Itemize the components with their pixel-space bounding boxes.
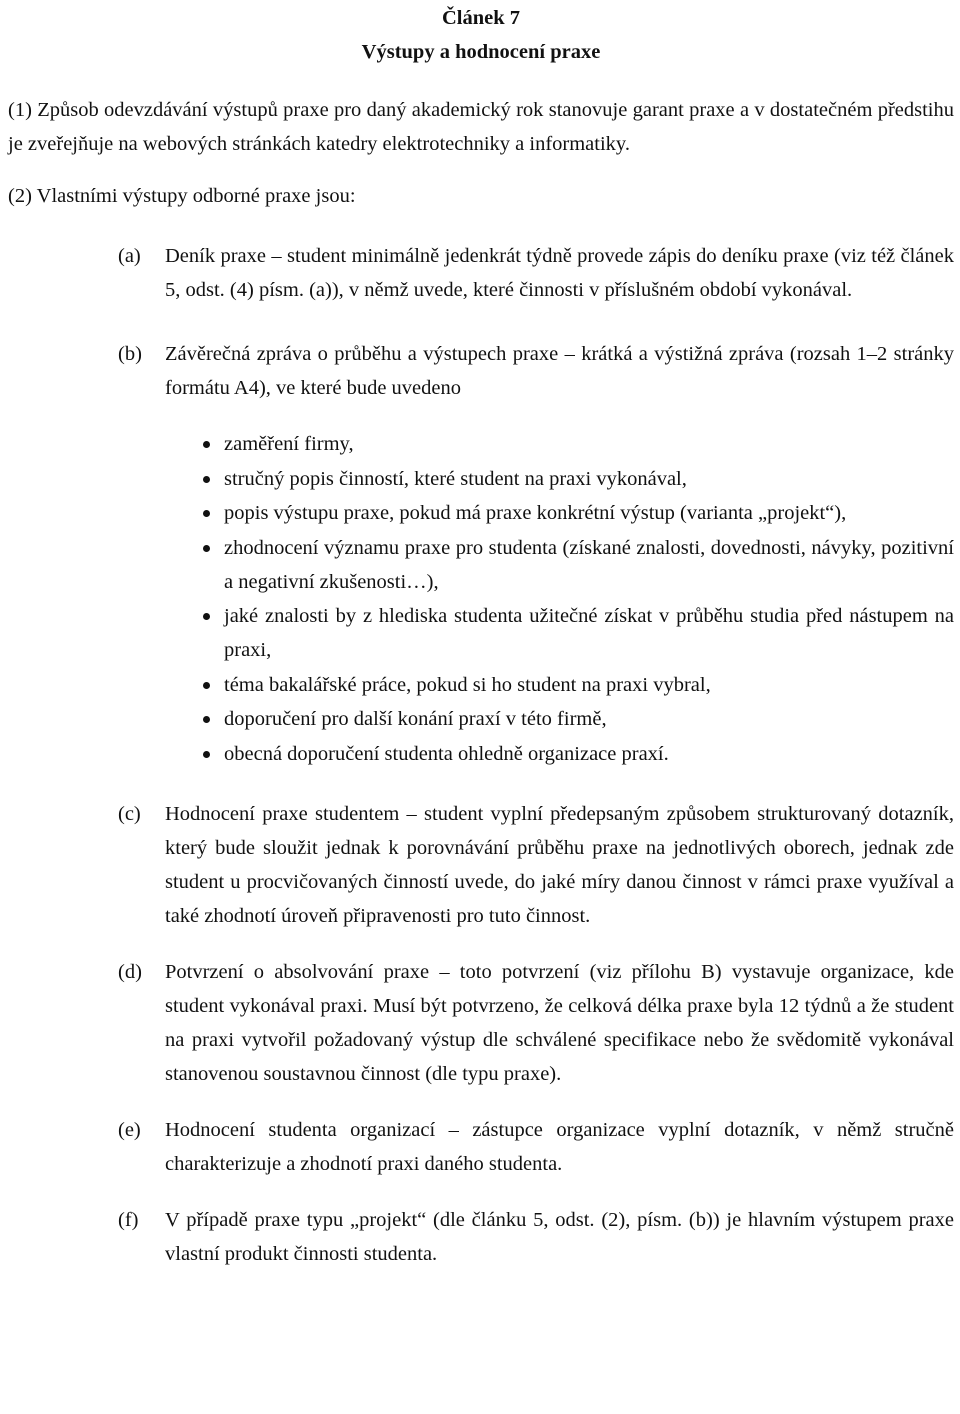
bullet-item: obecná doporučení studenta ohledně organizace praxí. (8, 737, 954, 771)
bullet-list (8, 427, 954, 771)
article-header (8, 0, 954, 69)
article-title: Výstupy a hodnocení praxe (361, 41, 601, 63)
item-text: Deník praxe – student minimálně jedenkrát týdně provede zápis do deníku praxe (viz též článek 5, odst. (4) písm. (a)), v němž uvede, které činnosti v příslušném období vykonával. (165, 245, 954, 301)
item-marker: (f) (118, 1208, 139, 1231)
list-item-b (8, 337, 954, 405)
bullet-icon (203, 510, 210, 517)
list-item-e (8, 1113, 954, 1181)
bullet-item: popis výstupu praxe, pokud má praxe konkrétní výstup (varianta „projekt“), (8, 496, 954, 530)
bullet-icon (203, 716, 210, 723)
item-text: V případě praxe typu „projekt“ (dle článku 5, odst. (2), písm. (b)) je hlavním výstupem praxe vlastní produkt činnosti studenta. (165, 1208, 954, 1265)
item-text: Hodnocení praxe studentem – student vyplní předepsaným způsobem strukturovaný dotazník, který bude sloužit jednak k porovnávání průběhu praxe na jednotlivých oborech, jednak zde student u procvičovaných činností uvede, do jaké míry danou činnost v rámci praxe využíval a také zhodnotí úroveň připravenosti pro tuto činnost. (165, 802, 954, 927)
bullet-icon (203, 441, 210, 448)
article-number: Článek 7 (441, 7, 521, 29)
bullet-icon (203, 613, 210, 620)
item-marker: (c) (118, 802, 141, 825)
bullet-item: zhodnocení významu praxe pro studenta (získané znalosti, dovednosti, návyky, pozitivní a negativní zkušenosti…), (8, 531, 954, 599)
paragraph-1: (1) Způsob odevzdávání výstupů praxe pro daný akademický rok stanovuje garant praxe a v dostatečném předstihu je zveřejňuje na webových stránkách katedry elektrotechniky a informatiky. (8, 99, 954, 155)
item-marker: (e) (118, 1118, 141, 1141)
item-marker: (a) (118, 245, 141, 267)
bullet-icon (203, 682, 210, 689)
bullet-item: téma bakalářské práce, pokud si ho student na praxi vybral, (8, 668, 954, 702)
item-marker: (d) (118, 960, 142, 983)
item-text: Potvrzení o absolvování praxe – toto potvrzení (viz přílohu B) vystavuje organizace, kde student vykonával praxi. Musí být potvrzeno, že celková délka praxe byla 12 týdnů a že student na praxi vytvořil požadovaný výstup dle schválené specifikace nebo že svědomitě vykonával stanovenou soustavnou činnost (dle typu praxe). (165, 960, 954, 1085)
bullet-item: zaměření firmy, (8, 427, 954, 461)
bullet-item: stručný popis činností, které student na praxi vykonával, (8, 462, 954, 496)
bullet-icon (203, 545, 210, 552)
list-item-f (8, 1203, 954, 1271)
item-text: Závěrečná zpráva o průběhu a výstupech praxe – krátká a výstižná zpráva (rozsah 1–2 stránky formátu A4), ve které bude uvedeno (165, 343, 954, 399)
bullet-item: jaké znalosti by z hlediska studenta užitečné získat v průběhu studia před nástupem na praxi, (8, 599, 954, 667)
item-marker: (b) (118, 343, 142, 365)
item-text: Hodnocení studenta organizací – zástupce organizace vyplní dotazník, v němž stručně charakterizuje a zhodnotí praxi daného studenta. (165, 1118, 954, 1175)
list-item-a (8, 239, 954, 307)
bullet-icon (203, 751, 210, 758)
list-item-d (8, 955, 954, 1091)
bullet-item: doporučení pro další konání praxí v této firmě, (8, 702, 954, 736)
list-item-c (8, 797, 954, 933)
paragraph-2: (2) Vlastními výstupy odborné praxe jsou: (8, 185, 356, 207)
bullet-icon (203, 476, 210, 483)
